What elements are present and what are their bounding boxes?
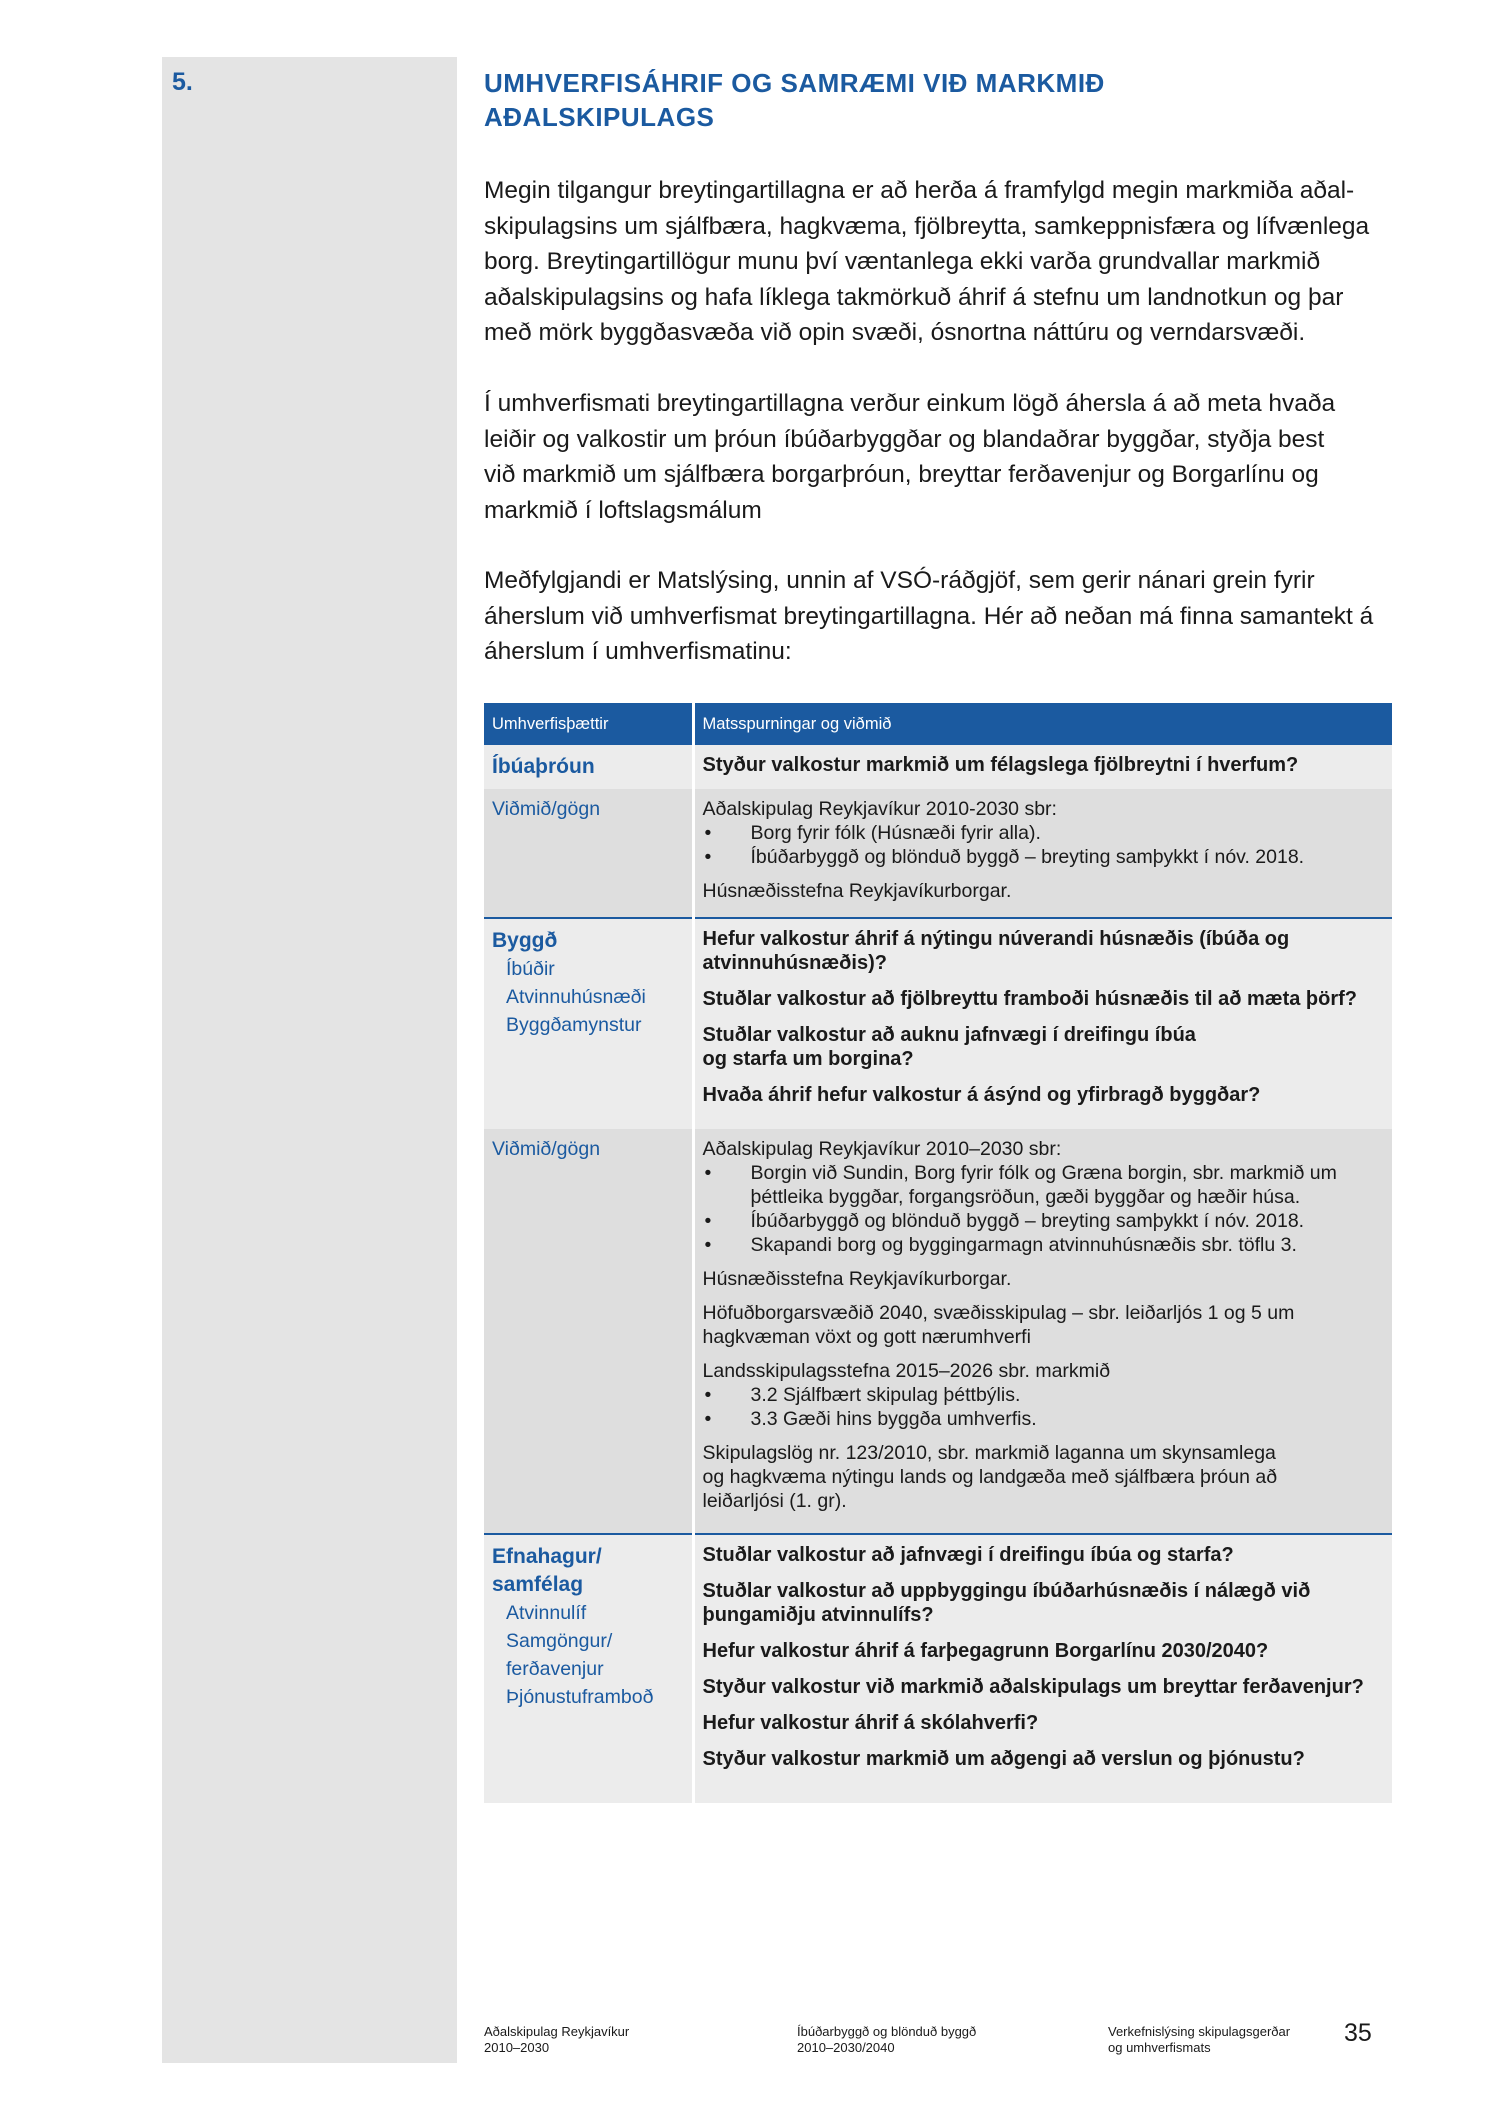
criteria-planning-act	[703, 1441, 1385, 1513]
text-line: markmið í loftslagsmálum	[484, 496, 762, 524]
paragraph-assessment-focus	[484, 386, 1404, 528]
text-line: með mörk byggðasvæða við opin svæði, ósnortna náttúru og verndarsvæði.	[484, 319, 1306, 346]
bullet-text	[751, 1161, 1385, 1209]
category-label: Íbúaþróun	[492, 755, 595, 778]
footer-document-title	[1108, 2024, 1290, 2056]
bullet-text: Skapandi borg og byggingarmagn atvinnuhúsnæðis sbr. töflu 3.	[750, 1234, 1297, 1256]
bullet-text: Íbúðarbyggð og blönduð byggð – breyting samþykkt í nóv. 2018.	[750, 846, 1305, 868]
criteria-block	[703, 797, 1385, 869]
bullet-glyph: •	[704, 1210, 712, 1232]
criteria-label-cell	[484, 1129, 693, 1534]
question	[703, 1023, 1385, 1071]
subcategory: Atvinnulíf	[506, 1602, 587, 1624]
footer-line: 2010–2030/2040	[797, 2040, 895, 2055]
table-row-population	[484, 745, 1392, 789]
section-title	[484, 66, 1244, 134]
criteria-line: og hagkvæma nýtingu lands og landgæða með sjálfbæra þróun að	[702, 1466, 1278, 1488]
question-line: og starfa um borgina?	[702, 1048, 914, 1070]
sidebar-band	[162, 57, 457, 2063]
bullet-text: 3.2 Sjálfbært skipulag þéttbýlis.	[750, 1384, 1021, 1406]
text-line: áherslum í umhverfismatinu:	[484, 638, 792, 665]
criteria-bullet	[703, 845, 1385, 869]
question: Styður valkostur markmið um aðgengi að verslun og þjónustu?	[702, 1748, 1305, 1770]
category-label: samfélag	[492, 1573, 584, 1596]
section-number: 5.	[172, 68, 193, 96]
criteria-label: Viðmið/gögn	[492, 798, 601, 820]
criteria-intro: Aðalskipulag Reykjavíkur 2010–2030 sbr:	[702, 1138, 1062, 1160]
questions-cell	[693, 1534, 1392, 1803]
bullet-line: þéttleika byggðar, forgangsröðun, gæði byggðar og hæðir húsa.	[750, 1186, 1301, 1208]
table-row-criteria-population	[484, 789, 1392, 918]
question	[703, 927, 1385, 975]
questions-cell	[693, 745, 1392, 789]
subcategory: Byggðamynstur	[506, 1014, 642, 1036]
bullet-glyph: •	[704, 1234, 712, 1256]
question-line: Stuðlar valkostur að uppbyggingu íbúðarhúsnæðis í nálægð við	[702, 1580, 1311, 1602]
bullet-glyph: •	[704, 1162, 712, 1184]
bullet-glyph: •	[704, 822, 712, 844]
criteria-bullet	[703, 821, 1385, 845]
bullet-glyph: •	[704, 1408, 712, 1430]
text-line: leiðir og valkostir um þróun íbúðarbyggðar og blandaðrar byggðar, styðja best	[484, 425, 1325, 453]
assessment-table	[484, 703, 1392, 1803]
paragraph-scoping-summary	[484, 563, 1404, 670]
question-line: Stuðlar valkostur að auknu jafnvægi í dreifingu íbúa	[702, 1024, 1196, 1046]
criteria-bullet	[703, 1161, 1385, 1209]
criteria-line: hagkvæman vöxt og gott nærumhverfi	[702, 1326, 1031, 1348]
header-questions-criteria: Matsspurningar og viðmið	[693, 703, 1392, 745]
criteria-regional-plan	[703, 1301, 1385, 1349]
question: Hefur valkostur áhrif á skólahverfi?	[702, 1712, 1039, 1734]
category-cell	[484, 745, 693, 789]
footer-plan-title	[484, 2024, 629, 2056]
bullet-text: Borg fyrir fólk (Húsnæði fyrir alla).	[750, 822, 1041, 844]
text-line: Í umhverfismati breytingartillagna verður einkum lögð áhersla á að meta hvaða	[484, 390, 1336, 417]
bullet-text: 3.3 Gæði hins byggða umhverfis.	[750, 1408, 1037, 1430]
header-environmental-factors: Umhverfisþættir	[484, 703, 693, 745]
criteria-bullet	[703, 1383, 1385, 1407]
section-title-line: UMHVERFISÁHRIF OG SAMRÆMI VIÐ MARKMIÐ	[484, 68, 1105, 98]
category-label: Byggð	[492, 929, 558, 952]
table-row-settlement	[484, 918, 1392, 1129]
text-line: Megin tilgangur breytingartillagna er að herða á framfylgd megin markmiða aðal-	[484, 177, 1355, 204]
question: Stuðlar valkostur að fjölbreyttu framboði húsnæðis til að mæta þörf?	[702, 988, 1358, 1010]
question: Styður valkostur við markmið aðalskipulags um breyttar ferðavenjur?	[702, 1676, 1364, 1698]
table-row-economy-society	[484, 1534, 1392, 1803]
question	[703, 1579, 1385, 1627]
bullet-glyph: •	[704, 1384, 712, 1406]
section-title-line: AÐALSKIPULAGS	[484, 102, 715, 132]
subcategory: Þjónustuframboð	[506, 1686, 654, 1708]
table-header-row	[484, 703, 1392, 745]
question: Stuðlar valkostur að jafnvægi í dreifingu íbúa og starfa?	[702, 1544, 1234, 1566]
category-cell	[484, 918, 693, 1129]
question: Hvaða áhrif hefur valkostur á ásýnd og yfirbragð byggðar?	[702, 1084, 1261, 1106]
question-line: þungamiðju atvinnulífs?	[702, 1604, 934, 1626]
criteria-bullet	[703, 1407, 1385, 1431]
category-cell	[484, 1534, 693, 1803]
question: Hefur valkostur áhrif á farþegagrunn Borgarlínu 2030/2040?	[702, 1640, 1269, 1662]
question-line: Hefur valkostur áhrif á nýtingu núverandi húsnæðis (íbúða og	[702, 928, 1290, 950]
bullet-line: Borgin við Sundin, Borg fyrir fólk og Græna borgin, sbr. markmið um	[750, 1162, 1337, 1184]
criteria-extra: Húsnæðisstefna Reykjavíkurborgar.	[702, 880, 1012, 902]
question: Styður valkostur markmið um félagslega fjölbreytni í hverfum?	[702, 754, 1299, 776]
questions-cell	[693, 918, 1392, 1129]
footer-line: Aðalskipulag Reykjavíkur	[484, 2024, 630, 2039]
text-line: áherslum við umhverfismat breytingartillagna. Hér að neðan má finna samantekt á	[484, 602, 1374, 630]
footer-line: 2010–2030	[484, 2040, 550, 2055]
text-line: Meðfylgjandi er Matslýsing, unnin af VSÓ-ráðgjöf, sem gerir nánari grein fyrir	[484, 567, 1315, 594]
footer-line: Verkefnislýsing skipulagsgerðar	[1108, 2024, 1291, 2039]
text-line: aðalskipulagsins og hafa líklega takmörkuð áhrif á stefnu um landnotkun og þar	[484, 283, 1344, 311]
footer-line: og umhverfismats	[1108, 2040, 1211, 2055]
criteria-line: Höfuðborgarsvæðið 2040, svæðisskipulag – sbr. leiðarljós 1 og 5 um	[702, 1302, 1295, 1324]
criteria-line: leiðarljósi (1. gr).	[702, 1490, 847, 1512]
table-row-criteria-settlement	[484, 1129, 1392, 1534]
bullet-text: Íbúðarbyggð og blönduð byggð – breyting samþykkt í nóv. 2018.	[750, 1210, 1305, 1232]
criteria-cell	[693, 789, 1392, 918]
criteria-national-policy	[703, 1359, 1385, 1431]
category-label: Efnahagur/	[492, 1545, 602, 1568]
subcategory: Samgöngur/	[506, 1630, 613, 1652]
bullet-glyph: •	[704, 846, 712, 868]
subcategory: ferðavenjur	[506, 1658, 604, 1680]
question-line: atvinnuhúsnæðis)?	[702, 952, 887, 974]
criteria-bullet	[703, 1233, 1385, 1257]
criteria-cell	[693, 1129, 1392, 1534]
criteria-intro: Aðalskipulag Reykjavíkur 2010-2030 sbr:	[702, 798, 1057, 820]
criteria-housing-policy: Húsnæðisstefna Reykjavíkurborgar.	[702, 1268, 1012, 1290]
criteria-line: Landsskipulagsstefna 2015–2026 sbr. markmið	[702, 1360, 1111, 1382]
criteria-line: Skipulagslög nr. 123/2010, sbr. markmið laganna um skynsamlega	[702, 1442, 1276, 1464]
paragraph-purpose	[484, 173, 1404, 351]
footer-line: Íbúðarbyggð og blönduð byggð	[797, 2024, 977, 2039]
criteria-label: Viðmið/gögn	[492, 1138, 601, 1160]
criteria-block	[703, 1137, 1385, 1257]
footer-amendment-title	[797, 2024, 976, 2056]
subcategory: Íbúðir	[506, 958, 555, 980]
text-line: við markmið um sjálfbæra borgarþróun, breyttar ferðavenjur og Borgarlínu og	[484, 461, 1319, 488]
text-line: skipulagsins um sjálfbæra, hagkvæma, fjölbreytta, samkeppnisfæra og lífvænlega	[484, 212, 1370, 240]
criteria-bullet	[703, 1209, 1385, 1233]
subcategory: Atvinnuhúsnæði	[506, 986, 646, 1008]
criteria-label-cell	[484, 789, 693, 918]
text-line: borg. Breytingartillögur munu því væntanlega ekki varða grundvallar markmið	[484, 248, 1321, 275]
page-number: 35	[1344, 2019, 1372, 2047]
